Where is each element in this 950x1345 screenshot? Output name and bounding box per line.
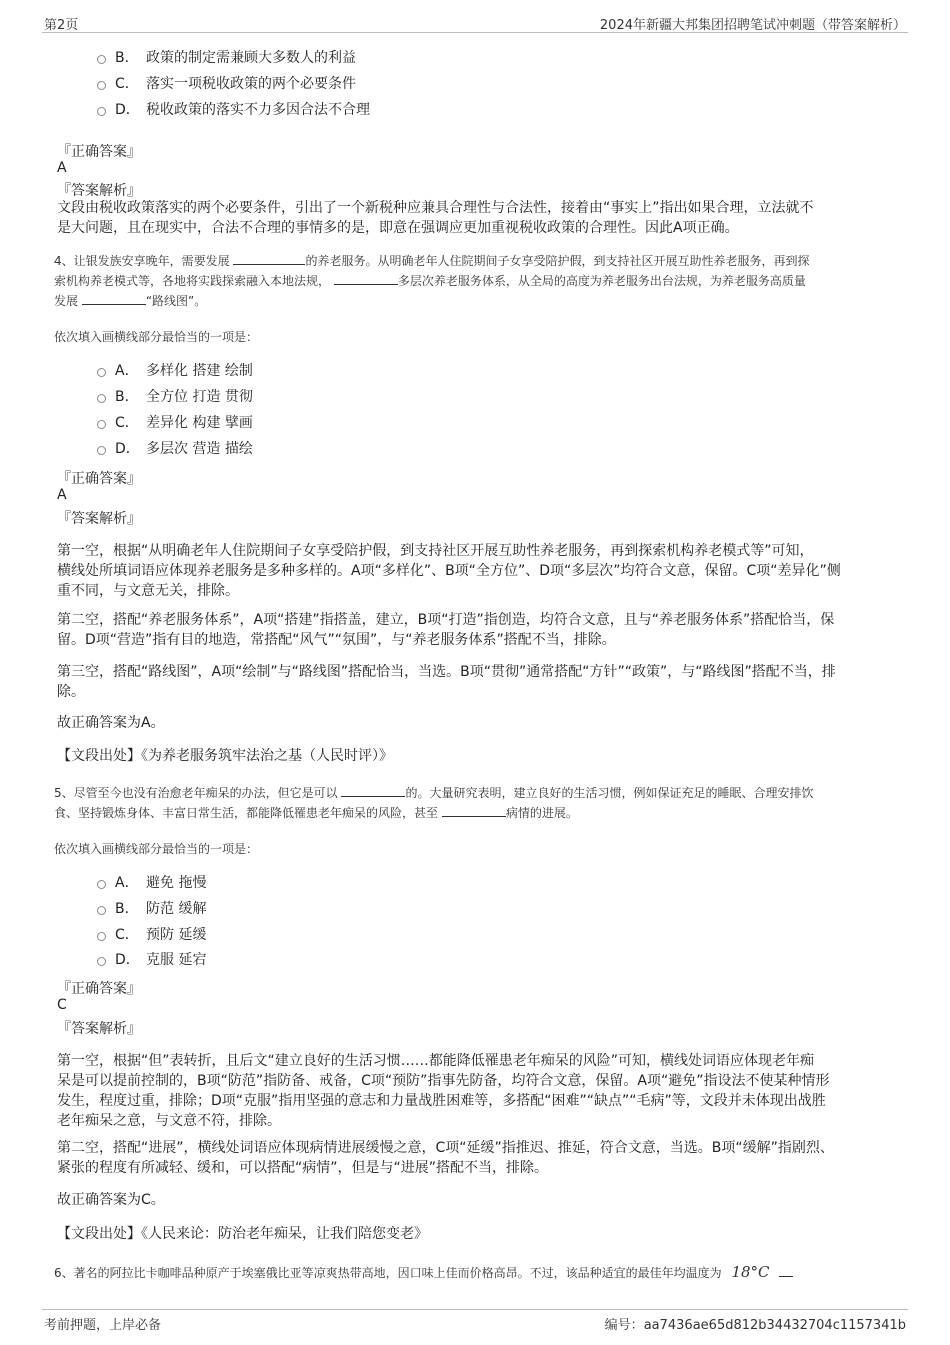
option-text: 多层次 营造 描绘 [146, 441, 253, 457]
option-letter: C． [115, 76, 139, 92]
q5-stem [54, 783, 894, 823]
q3-analysis-label: 『答案解析』 [57, 183, 141, 199]
answer-blank[interactable] [779, 1264, 793, 1277]
analysis-line: 第二空，搭配“养老服务体系”，A项“搭建”指搭盖，建立，B项“打造”指创造，均符合文意，且与“养老服务体系”搭配恰当，保 [57, 612, 835, 628]
option-text: 防范 缓解 [146, 901, 207, 917]
stem-text: 索机构养老模式等，各地将实践探索融入本地法规， [54, 274, 334, 288]
option-letter: B． [115, 389, 139, 405]
q5-source: 【文段出处】《人民来论：防治老年痴呆，让我们陪您变老》 [57, 1226, 428, 1242]
q4-instruction: 依次填入画横线部分最恰当的一项是： [54, 330, 259, 344]
option-letter: A． [115, 363, 139, 379]
stem-text: 5、尽管至今也没有治愈老年痴呆的办法，但它是可以 [54, 786, 342, 800]
q5-option-b[interactable] [97, 898, 206, 918]
option-letter: D． [115, 441, 140, 457]
stem-text: 多层次养老服务体系，从全局的高度为养老服务出台法规，为养老服务高质量 [397, 274, 806, 288]
q5-analysis-paragraph-1 [57, 1051, 892, 1131]
q6-stem [54, 1262, 894, 1283]
radio-icon[interactable] [97, 880, 106, 889]
q4-option-c[interactable] [97, 412, 253, 432]
q4-analysis-label: 『答案解析』 [57, 511, 141, 527]
analysis-line: 第一空，根据“从明确老年人住院期间子女享受陪护假，到支持社区开展互助性养老服务，再到探索机构养老模式等”可知， [57, 543, 814, 559]
stem-text: 病情的进展。 [505, 806, 578, 820]
analysis-line: 是大问题，且在现实中，合法不合理的事情多的是，即意在强调应更加重视税收政策的合理性。因此A项正确。 [57, 220, 739, 236]
answer-blank[interactable] [233, 252, 305, 265]
q4-option-d[interactable] [97, 438, 253, 458]
radio-icon[interactable] [97, 55, 106, 64]
stem-text: 4、让银发族安享晚年，需要发展 [54, 254, 234, 268]
option-text: 避免 拖慢 [146, 875, 207, 891]
option-text: 税收政策的落实不力多因合法不合理 [146, 102, 370, 118]
analysis-line: 重不同，与文意无关，排除。 [57, 583, 239, 599]
temperature-value: 18°C [731, 1263, 770, 1281]
analysis-line: 紧张的程度有所减轻、缓和，可以搭配“病情”，但是与“进展”搭配不当，排除。 [57, 1160, 549, 1176]
answer-blank[interactable] [341, 784, 405, 797]
q5-option-d[interactable] [97, 949, 206, 969]
q3-option-d[interactable] [97, 99, 370, 119]
option-letter: C． [115, 927, 139, 943]
option-letter: D． [115, 102, 140, 118]
document-id-label: 编号： [604, 1318, 644, 1333]
answer-blank[interactable] [442, 804, 506, 817]
q5-instruction: 依次填入画横线部分最恰当的一项是： [54, 842, 259, 856]
q3-option-c[interactable] [97, 73, 356, 93]
q5-option-a[interactable] [97, 872, 206, 892]
q5-conclusion: 故正确答案为C。 [57, 1192, 165, 1208]
option-text: 多样化 搭建 绘制 [146, 363, 253, 379]
analysis-line: 文段由税收政策落实的两个必要条件，引出了一个新税种应兼具合理性与合法性，接着由“事实上”指出如果合理，立法就不 [57, 200, 814, 216]
analysis-line: 呆是可以提前控制的，B项“防范”指防备、戒备，C项“预防”指事先防备，均符合文意，保留。A项“避免”指设法不使某种情形 [57, 1073, 830, 1089]
q4-answer-label: 『正确答案』 [57, 471, 141, 487]
q3-answer: A [57, 160, 67, 176]
stem-text: 6、著名的阿拉比卡咖啡品种原产于埃塞俄比亚等凉爽热带高地，因口味上佳而价格高昂。不过，该品种适宜的最佳年均温度为 [54, 1266, 722, 1280]
radio-icon[interactable] [97, 420, 106, 429]
radio-icon[interactable] [97, 446, 106, 455]
q3-option-b[interactable] [97, 47, 356, 67]
radio-icon[interactable] [97, 394, 106, 403]
analysis-line: 第一空，根据“但”表转折，且后文“建立良好的生活习惯……都能降低罹患老年痴呆的风险”可知，横线处词语应体现老年痴 [57, 1053, 815, 1069]
q4-stem [54, 251, 894, 311]
header-divider [42, 32, 908, 33]
stem-text: “路线图”。 [145, 294, 207, 308]
analysis-line: 横线处所填词语应体现养老服务是多种多样的。A项“多样化”、B项“全方位”、D项“多层次”均符合文意，保留。C项“差异化”侧 [57, 563, 841, 579]
option-letter: C． [115, 415, 139, 431]
q4-analysis-paragraph-3 [57, 662, 892, 702]
q4-conclusion: 故正确答案为A。 [57, 715, 165, 731]
q4-option-b[interactable] [97, 386, 253, 406]
option-text: 差异化 构建 擘画 [146, 415, 253, 431]
q4-source: 【文段出处】《为养老服务筑牢法治之基（人民时评）》 [57, 748, 393, 764]
answer-blank[interactable] [334, 272, 398, 285]
radio-icon[interactable] [97, 81, 106, 90]
q4-answer: A [57, 487, 67, 503]
q5-answer: C [57, 997, 67, 1013]
q5-answer-label: 『正确答案』 [57, 981, 141, 997]
stem-text: 食、坚持锻炼身体、丰富日常生活，都能降低罹患老年痴呆的风险，甚至 [54, 806, 442, 820]
option-text: 全方位 打造 贯彻 [146, 389, 253, 405]
stem-text: 的。大量研究表明，建立良好的生活习惯，例如保证充足的睡眠、合理安排饮 [405, 786, 814, 800]
q5-option-c[interactable] [97, 924, 206, 944]
stem-text: 发展 [54, 294, 82, 308]
option-letter: D． [115, 952, 140, 968]
q4-option-a[interactable] [97, 360, 253, 380]
footer-divider [42, 1309, 908, 1310]
document-id-value: aa7436ae65d812b34432704c1157341b [643, 1318, 906, 1333]
option-text: 克服 延宕 [146, 952, 207, 968]
option-text: 政策的制定需兼顾大多数人的利益 [146, 50, 356, 66]
answer-blank[interactable] [82, 292, 146, 305]
option-letter: A． [115, 875, 139, 891]
page-number: 第2页 [44, 18, 79, 33]
radio-icon[interactable] [97, 107, 106, 116]
analysis-line: 留。D项“营造”指有目的地造，常搭配“风气”“氛围”，与“养老服务体系”搭配不当，排除。 [57, 632, 616, 648]
stem-text: 的养老服务。从明确老年人住院期间子女享受陪护假，到支持社区开展互助性养老服务，再到探 [305, 254, 810, 268]
document-title: 2024年新疆大邦集团招聘笔试冲刺题（带答案解析） [599, 18, 906, 33]
q4-analysis-paragraph-2 [57, 610, 892, 650]
q5-analysis-paragraph-2 [57, 1138, 892, 1178]
radio-icon[interactable] [97, 932, 106, 941]
q3-answer-label: 『正确答案』 [57, 144, 141, 160]
document-id [605, 1314, 906, 1333]
analysis-line: 除。 [57, 684, 85, 700]
radio-icon[interactable] [97, 906, 106, 915]
analysis-line: 第三空，搭配“路线图”，A项“绘制”与“路线图”搭配恰当，当选。B项“贯彻”通常搭配“方针”“政策”，与“路线图”搭配不当，排 [57, 664, 836, 680]
q4-analysis-paragraph-1 [57, 541, 892, 601]
footer-slogan: 考前押题，上岸必备 [44, 1318, 162, 1333]
q5-analysis-label: 『答案解析』 [57, 1021, 141, 1037]
radio-icon[interactable] [97, 957, 106, 966]
option-text: 预防 延缓 [146, 927, 207, 943]
analysis-line: 第二空，搭配“进展”，横线处词语应体现病情进展缓慢之意，C项“延缓”指推迟、推延，符合文意，当选。B项“缓解”指剧烈、 [57, 1140, 834, 1156]
option-letter: B． [115, 901, 139, 917]
q3-analysis [57, 198, 892, 238]
option-letter: B． [115, 50, 139, 66]
analysis-line: 发生，程度过重，排除；D项“克服”指用坚强的意志和力量战胜困难等，多搭配“困难”“缺点”“毛病”等，文段并未体现出战胜 [57, 1093, 826, 1109]
option-text: 落实一项税收政策的两个必要条件 [146, 76, 356, 92]
radio-icon[interactable] [97, 368, 106, 377]
analysis-line: 老年痴呆之意，与文意不符，排除。 [57, 1113, 281, 1129]
